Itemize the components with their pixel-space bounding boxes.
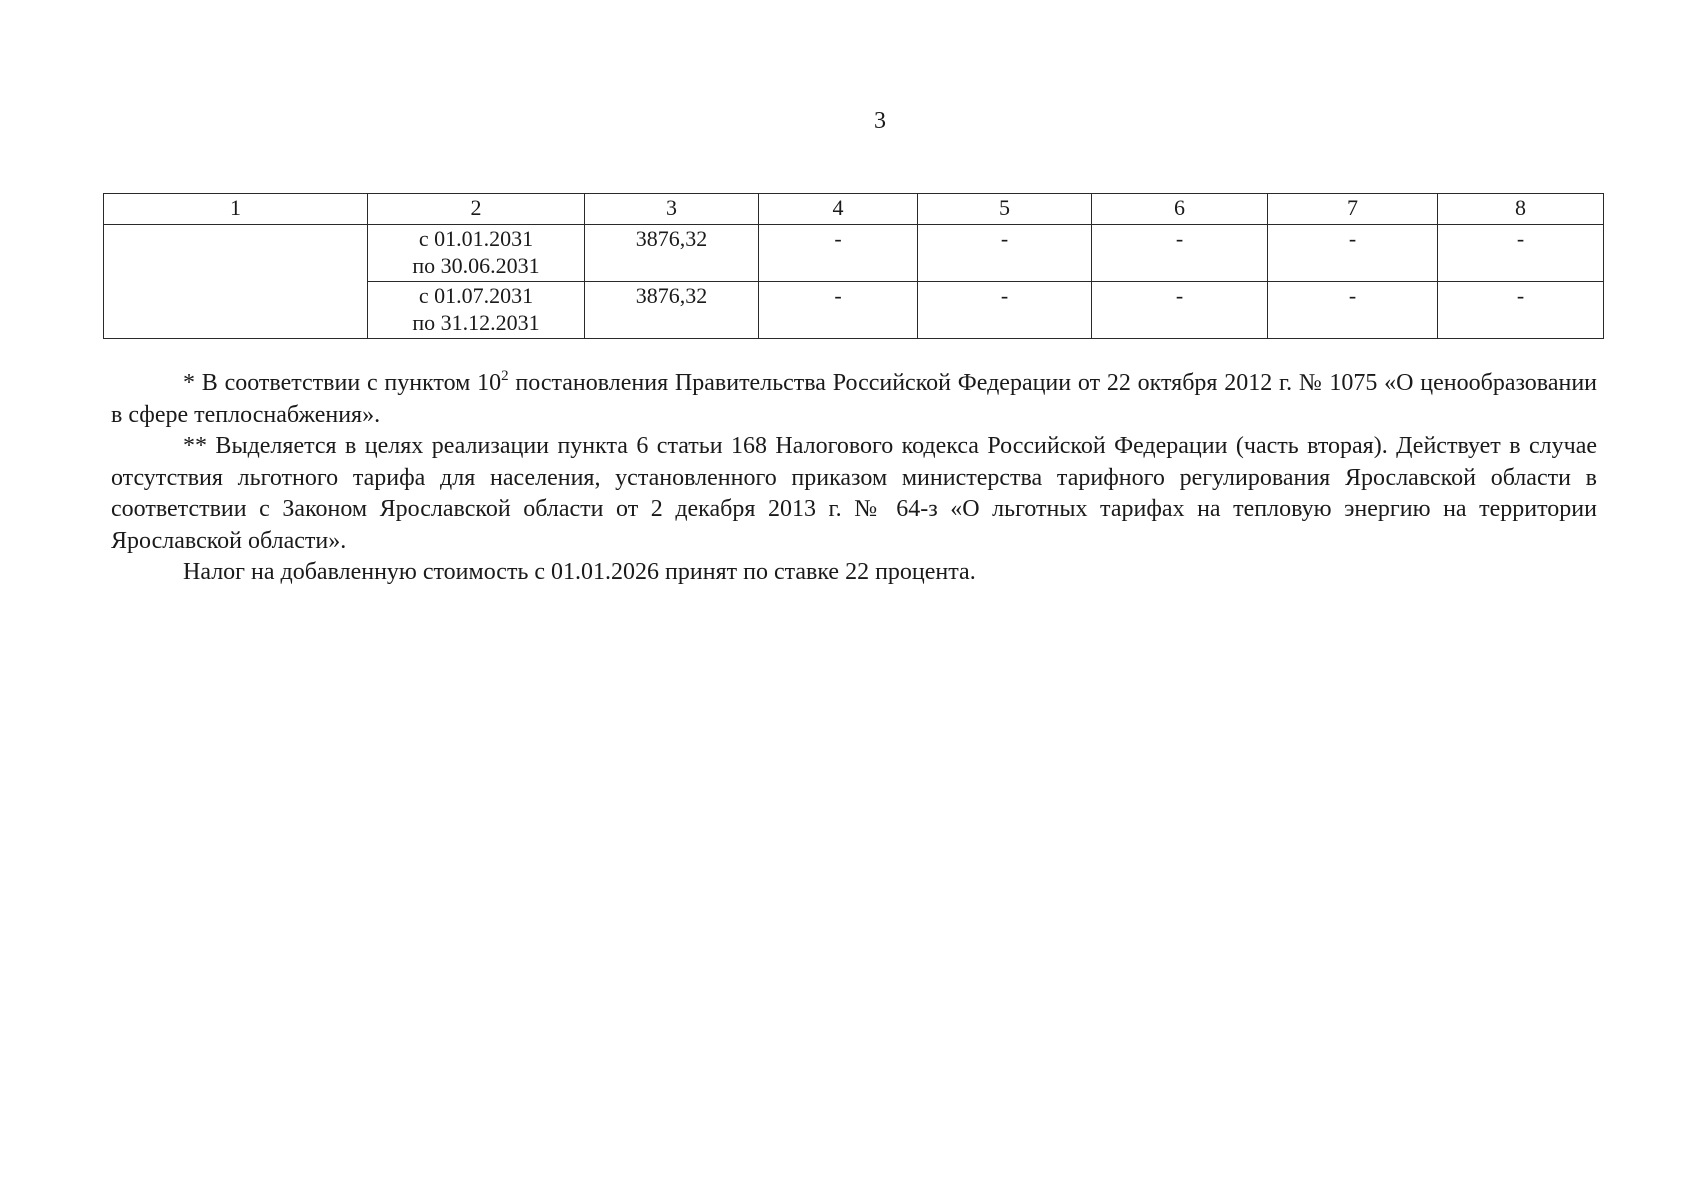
dash-cell: - [1438, 225, 1604, 282]
column-number: 7 [1268, 194, 1438, 225]
dash-cell: - [759, 225, 918, 282]
period-to: по 31.12.2031 [412, 310, 540, 335]
period-from: с 01.07.2031 [418, 283, 534, 308]
table-row [104, 225, 1604, 282]
dash-cell: - [1268, 225, 1438, 282]
table-header-row [104, 194, 1604, 225]
period-from: с 01.01.2031 [418, 226, 534, 251]
dash-cell: - [1438, 282, 1604, 339]
period-to: по 30.06.2031 [412, 253, 540, 278]
column-number: 2 [368, 194, 585, 225]
column-number: 5 [918, 194, 1092, 225]
column-number: 3 [585, 194, 759, 225]
merged-empty-cell [104, 225, 368, 339]
page-number: 3 [874, 108, 886, 134]
tariff-table [103, 193, 1604, 339]
period-cell [368, 282, 585, 339]
period-cell [368, 225, 585, 282]
dash-cell: - [759, 282, 918, 339]
column-number: 1 [104, 194, 368, 225]
tariff-value: 3876,32 [585, 282, 759, 339]
footnote-1-text-continued: постановления Правительства Российской Федерации от 22 октября 2012 г. № 1075 «О ценообразовании в сфере теплоснабжения». [111, 370, 1598, 428]
footnotes [111, 368, 1597, 589]
dash-cell: - [1268, 282, 1438, 339]
footnote-1-superscript: 2 [501, 368, 509, 384]
column-number: 8 [1438, 194, 1604, 225]
footnote-1 [111, 368, 1597, 431]
column-number: 4 [759, 194, 918, 225]
tariff-value: 3876,32 [585, 225, 759, 282]
footnote-1-text: * В соответствии с пунктом 10 [183, 370, 502, 396]
dash-cell: - [918, 282, 1092, 339]
dash-cell: - [1092, 225, 1268, 282]
vat-note: Налог на добавленную стоимость с 01.01.2026 принят по ставке 22 процента. [183, 559, 976, 585]
footnote-2: ** Выделяется в целях реализации пункта 6 статьи 168 Налогового кодекса Российской Федерации (часть вторая). Действует в случае отсутствия льготного тарифа для населения, установленного приказом министерства тарифного регулирования Ярославской области в соответствии с Законом Ярославской области от 2 декабря 2013 г. № 64-з «О льготных тарифах на тепловую энергию на территории Ярославской области». [111, 433, 1597, 554]
dash-cell: - [918, 225, 1092, 282]
column-number: 6 [1092, 194, 1268, 225]
dash-cell: - [1092, 282, 1268, 339]
